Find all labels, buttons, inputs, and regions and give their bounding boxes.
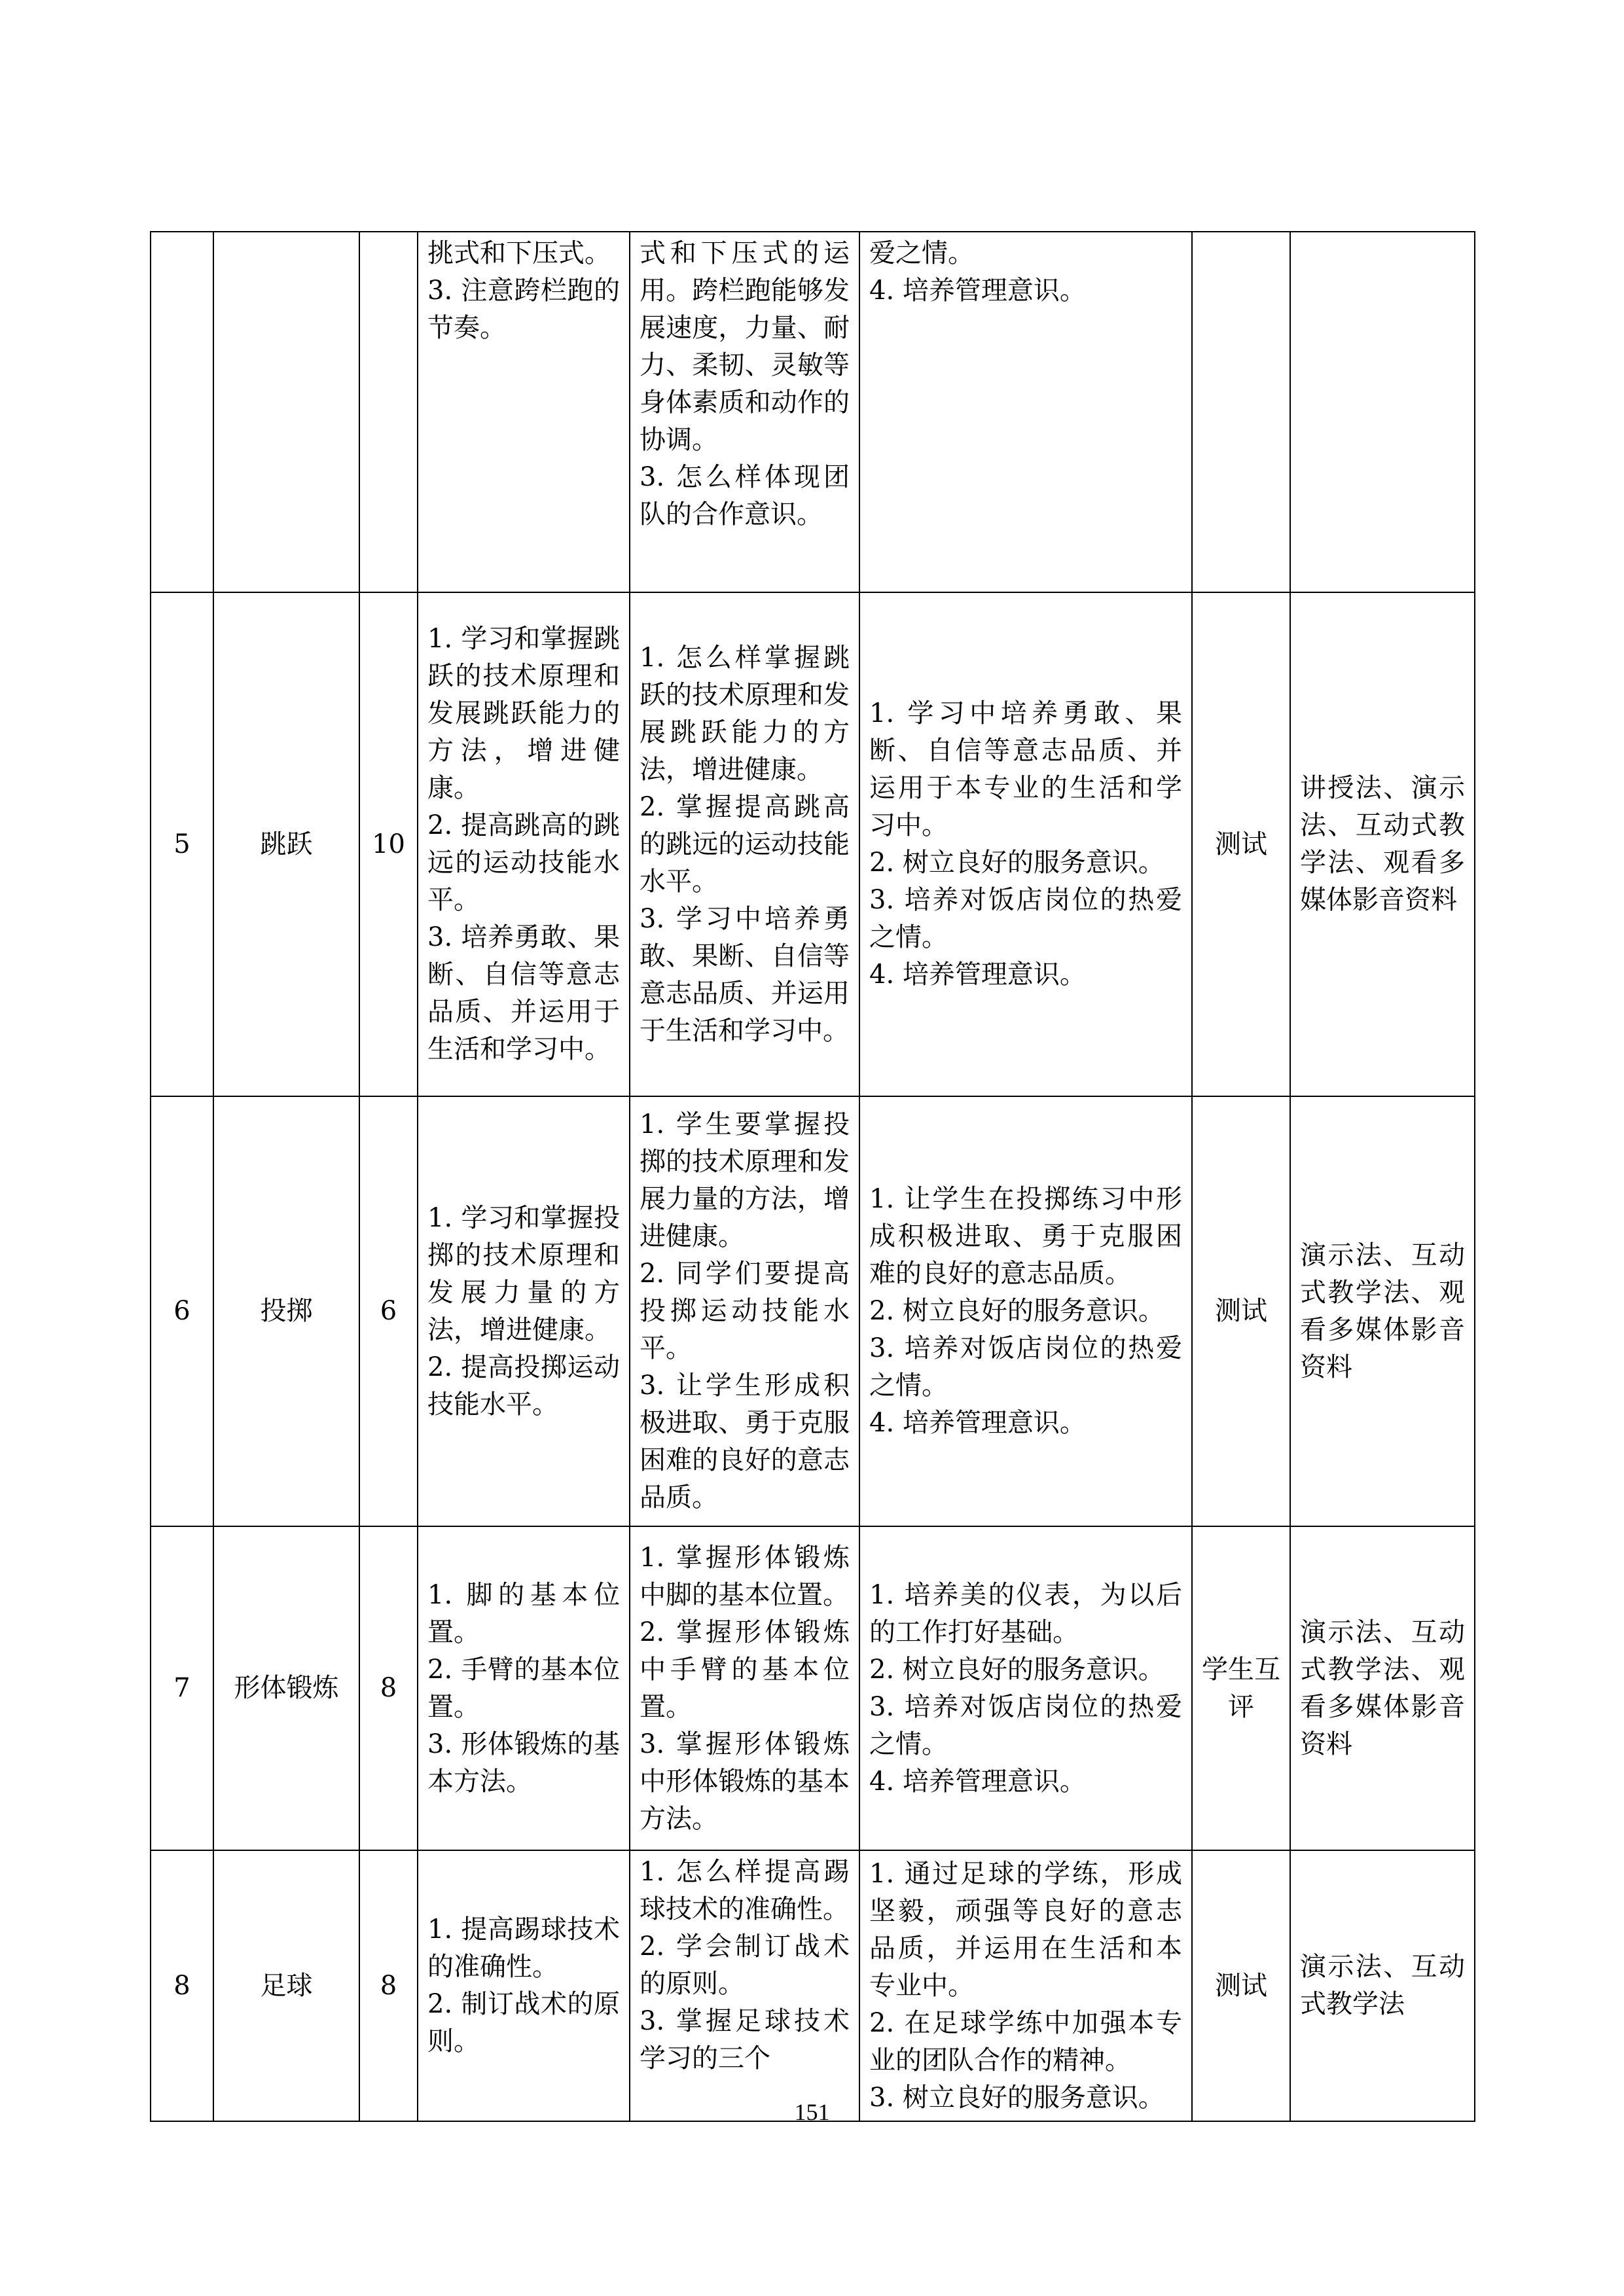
cell-topic: [213, 232, 359, 592]
content-line: 3. 培养勇敢、果断、自信等意志品质、并运用于生活和学习中。: [427, 922, 620, 1064]
cell-assessment: 测试: [1192, 1096, 1290, 1526]
content-line: 2. 提高投掷运动技能水平。: [427, 1352, 620, 1420]
literacy-line: 4. 培养管理意识。: [869, 1766, 1086, 1797]
cell-no: 5: [151, 592, 213, 1096]
cell-hours: 10: [359, 592, 418, 1096]
cell-literacy: [859, 1096, 1192, 1526]
cell-goals: [630, 232, 859, 592]
content-line: 1. 提高踢球技术的准确性。: [427, 1914, 620, 1982]
cell-topic: 形体锻炼: [213, 1526, 359, 1850]
cell-method: 演示法、互动式教学法、观看多媒体影音资料: [1290, 1526, 1475, 1850]
literacy-line: 2. 树立良好的服务意识。: [869, 1654, 1164, 1685]
content-line: 3. 形体锻炼的基本方法。: [427, 1729, 620, 1797]
cell-no: [151, 232, 213, 592]
goal-line: 3. 让学生形成积极进取、勇于克服困难的良好的意志品质。: [640, 1371, 850, 1513]
content-line: 挑式和下压式。: [427, 238, 611, 268]
page-number: 151: [794, 2099, 830, 2125]
goal-line: 1. 学生要掌握投掷的技术原理和发展力量的方法，增进健康。: [640, 1109, 850, 1251]
literacy-line: 2. 树立良好的服务意识。: [869, 1296, 1164, 1326]
literacy-line: 2. 在足球学练中加强本专业的团队合作的精神。: [869, 2007, 1182, 2075]
goal-line: 3. 掌握足球技术学习的三个: [640, 2006, 850, 2073]
cell-assessment: 测试: [1192, 1850, 1290, 2121]
content-line: 2. 制订战术的原则。: [427, 1989, 620, 2056]
literacy-line: 4. 培养管理意识。: [869, 1408, 1086, 1438]
cell-content: [418, 1850, 630, 2121]
cell-literacy: [859, 232, 1192, 592]
cell-assessment: 学生互评: [1192, 1526, 1290, 1850]
table-row: [151, 232, 1475, 592]
cell-no: 8: [151, 1850, 213, 2121]
goal-line: 2. 掌握提高跳高的跳远的运动技能水平。: [640, 791, 850, 897]
content-line: 1. 学习和掌握投掷的技术原理和发展力量的方法，增进健康。: [427, 1202, 620, 1345]
content-line: 1. 脚的基本位置。: [427, 1579, 620, 1647]
goal-line: 2. 掌握形体锻炼中手臂的基本位置。: [640, 1617, 850, 1722]
literacy-line: 1. 培养美的仪表，为以后的工作打好基础。: [869, 1579, 1182, 1647]
cell-topic: 跳跃: [213, 592, 359, 1096]
cell-method: 讲授法、演示法、互动式教学法、观看多媒体影音资料: [1290, 592, 1475, 1096]
goal-line: 1. 掌握形体锻炼中脚的基本位置。: [640, 1542, 850, 1610]
cell-topic: 投掷: [213, 1096, 359, 1526]
table-row: [151, 592, 1475, 1096]
cell-content: [418, 232, 630, 592]
cell-hours: 8: [359, 1850, 418, 2121]
content-line: 1. 学习和掌握跳跃的技术原理和发展跳跃能力的方法，增进健康。: [427, 624, 620, 803]
content-line: 2. 提高跳高的跳远的运动技能水平。: [427, 810, 620, 915]
cell-goals: [630, 1526, 859, 1850]
literacy-line: 3. 培养对饭店岗位的热爱之情。: [869, 1691, 1182, 1759]
content-line: 3. 注意跨栏跑的节奏。: [427, 276, 620, 343]
content-line: 2. 手臂的基本位置。: [427, 1654, 620, 1722]
literacy-line: 3. 树立良好的服务意识。: [869, 2082, 1164, 2113]
cell-method: 演示法、互动式教学法: [1290, 1850, 1475, 2121]
cell-method: [1290, 232, 1475, 592]
literacy-line: 2. 树立良好的服务意识。: [869, 848, 1164, 878]
table-row: [151, 1850, 1475, 2121]
cell-content: [418, 1096, 630, 1526]
cell-content: [418, 592, 630, 1096]
goal-line: 式和下压式的运用。跨栏跑能够发展速度，力量、耐力、柔韧、灵敏等身体素质和动作的协调。: [640, 238, 850, 455]
cell-topic: 足球: [213, 1850, 359, 2121]
table-row: [151, 1096, 1475, 1526]
cell-goals: [630, 1096, 859, 1526]
cell-goals: [630, 592, 859, 1096]
literacy-line: 4. 培养管理意识。: [869, 276, 1086, 306]
cell-no: 7: [151, 1526, 213, 1850]
cell-literacy: [859, 592, 1192, 1096]
goal-line: 3. 怎么样体现团队的合作意识。: [640, 462, 850, 529]
cell-assessment: [1192, 232, 1290, 592]
cell-hours: 6: [359, 1096, 418, 1526]
cell-hours: 8: [359, 1526, 418, 1850]
goal-line: 1. 怎么样掌握跳跃的技术原理和发展跳跃能力的方法，增进健康。: [640, 642, 850, 785]
cell-no: 6: [151, 1096, 213, 1526]
table-row: [151, 1526, 1475, 1850]
goal-line: 1. 怎么样提高踢球技术的准确性。: [640, 1857, 850, 1924]
literacy-line: 3. 培养对饭店岗位的热爱之情。: [869, 1333, 1182, 1401]
literacy-line: 1. 通过足球的学练，形成坚毅，顽强等良好的意志品质，并运用在生活和本专业中。: [869, 1858, 1182, 2001]
literacy-line: 1. 让学生在投掷练习中形成积极进取、勇于克服困难的良好的意志品质。: [869, 1184, 1182, 1289]
goal-line: 3. 掌握形体锻炼中形体锻炼的基本方法。: [640, 1729, 850, 1834]
cell-content: [418, 1526, 630, 1850]
literacy-line: 3. 培养对饭店岗位的热爱之情。: [869, 885, 1182, 952]
literacy-line: 1. 学习中培养勇敢、果断、自信等意志品质、并运用于本专业的生活和学习中。: [869, 698, 1182, 840]
cell-method: 演示法、互动式教学法、观看多媒体影音资料: [1290, 1096, 1475, 1526]
cell-literacy: [859, 1526, 1192, 1850]
literacy-line: 4. 培养管理意识。: [869, 960, 1086, 990]
cell-literacy: [859, 1850, 1192, 2121]
goal-line: 3. 学习中培养勇敢、果断、自信等意志品质、并运用于生活和学习中。: [640, 903, 850, 1046]
cell-hours: [359, 232, 418, 592]
cell-goals: [630, 1850, 859, 2121]
syllabus-table: [150, 231, 1475, 2122]
goal-line: 2. 学会制订战术的原则。: [640, 1931, 850, 1999]
literacy-line: 爱之情。: [869, 238, 974, 268]
goal-line: 2. 同学们要提高投掷运动技能水平。: [640, 1259, 850, 1363]
cell-assessment: 测试: [1192, 592, 1290, 1096]
